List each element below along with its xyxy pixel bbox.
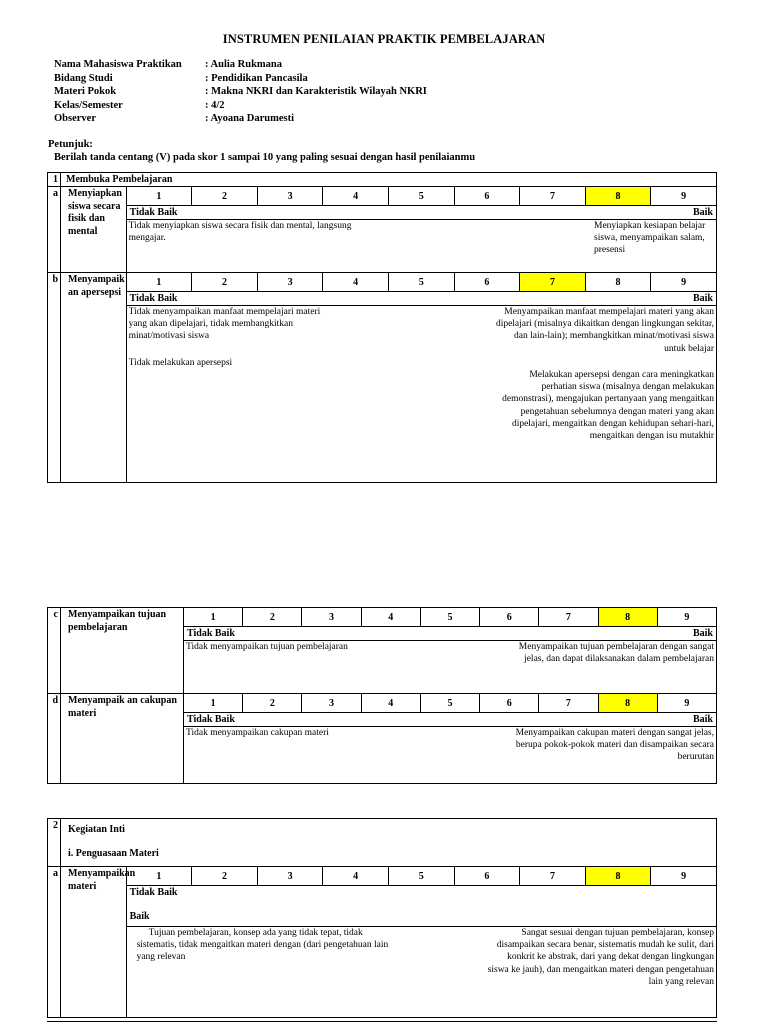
description-cell bbox=[184, 641, 717, 694]
info-label: Bidang Studi bbox=[54, 72, 113, 84]
scale-row bbox=[184, 713, 717, 727]
scale-high-label: Baik bbox=[692, 628, 713, 639]
info-label: Kelas/Semester bbox=[54, 99, 123, 111]
info-value: : Aulia Rukmana bbox=[205, 59, 283, 70]
low-description: Tidak menyampaikan cakupan materi bbox=[186, 728, 329, 738]
score-cell[interactable]: 8 bbox=[598, 694, 657, 713]
high-description: Menyampaikan cakupan materi dengan sangat jelas, berupa pokok-pokok materi dan disampaikan secara berurutan bbox=[515, 728, 714, 763]
instructions bbox=[48, 138, 475, 164]
section-number: 2 bbox=[48, 819, 61, 867]
score-cell[interactable]: 7 bbox=[520, 187, 586, 206]
info-value: : Makna NKRI dan Karakteristik Wilayah NKRI bbox=[205, 86, 427, 98]
info-label: Observer bbox=[54, 113, 96, 125]
item-letter: a bbox=[48, 867, 61, 1018]
high-description: Menyiapkan kesiapan belajar siswa, menyampaikan salam, presensi bbox=[594, 221, 706, 256]
score-cell[interactable]: 6 bbox=[454, 867, 520, 886]
scale-low-label: Tidak Baik bbox=[129, 293, 178, 304]
high-description: Sangat sesuai dengan tujuan pembelajaran, konsep disampaikan secara benar, sistematis mudah ke sulit, dari konkrit ke abstrak, dari yang dekat dengan lingkungan siswa ke jauh), dan mengaitkan materi dengan pengetahuan lain yang relevan bbox=[487, 928, 714, 987]
score-cell[interactable]: 5 bbox=[388, 273, 454, 292]
info-row bbox=[54, 72, 427, 86]
score-cell[interactable]: 7 bbox=[520, 273, 586, 292]
info-value: : Ayoana Darumesti bbox=[205, 113, 295, 125]
score-cell[interactable]: 6 bbox=[454, 187, 520, 206]
info-row bbox=[54, 85, 427, 99]
score-cell[interactable]: 4 bbox=[323, 273, 389, 292]
score-cell[interactable]: 8 bbox=[585, 273, 651, 292]
low-description: Tujuan pembelajaran, konsep ada yang tidak tepat, tidak sistematis, tidak mengaitkan materi dengan (dari pengetahuan lain yang relevan bbox=[136, 928, 389, 963]
score-cell[interactable]: 9 bbox=[651, 273, 717, 292]
low-description: Tidak melakukan apersepsi bbox=[128, 357, 233, 368]
score-cell[interactable]: 9 bbox=[657, 608, 716, 627]
high-description: Menyampaikan manfaat mempelajari materi yang akan dipelajari (misalnya dikaitkan dengan lingkungan sekitar, dan lain-lain); membangkitkan minat/motivasi siswa untuk belajar bbox=[495, 307, 714, 354]
section-opening-continued-table bbox=[47, 607, 717, 784]
score-cell[interactable]: 6 bbox=[480, 608, 539, 627]
info-value: : Pendidikan Pancasila bbox=[205, 72, 308, 84]
low-description: Tidak menyampaikan tujuan pembelajaran bbox=[186, 642, 348, 652]
score-cell[interactable]: 2 bbox=[192, 187, 258, 206]
scale-high-label: Baik bbox=[129, 911, 150, 922]
instructions-label: Petunjuk: bbox=[48, 139, 93, 150]
score-cell[interactable]: 8 bbox=[585, 867, 651, 886]
high-description: Menyampaikan tujuan pembelajaran dengan sangat jelas, dan dapat dilaksanakan dalam pembelajaran bbox=[518, 642, 714, 665]
scale-row bbox=[126, 206, 716, 220]
score-cell[interactable]: 1 bbox=[126, 187, 192, 206]
score-cell[interactable]: 3 bbox=[257, 273, 323, 292]
scale-high-label: Baik bbox=[692, 207, 713, 218]
score-cell[interactable]: 1 bbox=[184, 694, 243, 713]
score-cell[interactable]: 4 bbox=[323, 867, 389, 886]
section-core-table bbox=[47, 818, 717, 1018]
score-cell[interactable]: 2 bbox=[192, 273, 258, 292]
scale-high-label: Baik bbox=[692, 714, 713, 725]
description-cell bbox=[126, 927, 716, 1018]
next-row-edge bbox=[47, 1021, 717, 1025]
score-cell[interactable]: 9 bbox=[657, 694, 716, 713]
score-cell[interactable]: 3 bbox=[257, 867, 323, 886]
scale-low-label: Tidak Baik bbox=[187, 714, 235, 725]
info-row bbox=[54, 112, 427, 126]
score-cell[interactable]: 1 bbox=[184, 608, 243, 627]
info-value: : 4/2 bbox=[205, 99, 225, 111]
item-name: Menyiapkan siswa secara fisik dan mental bbox=[61, 187, 127, 273]
description-cell bbox=[126, 306, 716, 483]
score-cell[interactable]: 3 bbox=[302, 608, 361, 627]
info-row bbox=[54, 58, 427, 72]
section-opening-table bbox=[47, 172, 717, 483]
low-description: Tidak menyampaikan manfaat mempelajari materi yang akan dipelajari, tidak membangkitkan minat/motivasi siswa bbox=[128, 307, 321, 342]
item-name: Menyampaik an cakupan materi bbox=[61, 694, 184, 784]
item-letter: c bbox=[48, 608, 61, 694]
high-description: Melakukan apersepsi dengan cara meningkatkan perhatian siswa (misalnya dengan melakukan demonstrasi), mengajukan pertanyaan yang mengaitkan pengetahuan sebelumnya dengan materi yang akan dipelajari, mengaitkan dengan kehidupan sehari-hari, mengaitkan dengan isu mutakhir bbox=[502, 370, 714, 442]
description-cell bbox=[126, 220, 716, 273]
document-title: INSTRUMEN PENILAIAN PRAKTIK PEMBELAJARAN bbox=[222, 32, 546, 46]
score-cell[interactable]: 5 bbox=[388, 867, 454, 886]
scale-low-label: Tidak Baik bbox=[129, 207, 178, 218]
score-cell[interactable]: 9 bbox=[651, 867, 717, 886]
instructions-text: Berilah tanda centang (V) pada skor 1 sampai 10 yang paling sesuai dengan hasil penilaianmu bbox=[54, 152, 476, 163]
scale-low-label: Tidak Baik bbox=[187, 628, 235, 639]
score-cell[interactable]: 5 bbox=[420, 608, 479, 627]
score-cell[interactable]: 5 bbox=[420, 694, 479, 713]
score-cell[interactable]: 2 bbox=[243, 694, 302, 713]
score-cell[interactable]: 4 bbox=[323, 187, 389, 206]
score-cell[interactable]: 3 bbox=[302, 694, 361, 713]
section-subtitle: i. Penguasaan Materi bbox=[68, 848, 159, 859]
score-cell[interactable]: 8 bbox=[585, 187, 651, 206]
score-cell[interactable]: 2 bbox=[192, 867, 258, 886]
score-cell[interactable]: 2 bbox=[243, 608, 302, 627]
scale-row bbox=[184, 627, 717, 641]
info-label: Materi Pokok bbox=[54, 86, 117, 98]
scale-high-label: Baik bbox=[692, 293, 713, 304]
item-name: Menyampaikan materi bbox=[61, 867, 127, 1018]
score-cell[interactable]: 6 bbox=[480, 694, 539, 713]
item-letter: b bbox=[48, 273, 61, 483]
item-letter: a bbox=[48, 187, 61, 273]
score-cell[interactable]: 7 bbox=[539, 608, 598, 627]
score-cell[interactable]: 4 bbox=[361, 608, 420, 627]
score-cell[interactable]: 4 bbox=[361, 694, 420, 713]
item-name: Menyampaikan tujuan pembelajaran bbox=[61, 608, 184, 694]
low-description: Tidak menyiapkan siswa secara fisik dan mental, langsung mengajar. bbox=[128, 221, 352, 244]
score-cell[interactable]: 1 bbox=[126, 867, 192, 886]
score-cell[interactable]: 6 bbox=[454, 273, 520, 292]
info-label: Nama Mahasiswa Praktikan bbox=[54, 59, 182, 70]
score-cell[interactable]: 1 bbox=[126, 273, 192, 292]
score-cell[interactable]: 7 bbox=[539, 694, 598, 713]
scale-row bbox=[126, 292, 716, 306]
scale-low-label: Tidak Baik bbox=[129, 887, 178, 898]
score-cell[interactable]: 3 bbox=[257, 187, 323, 206]
scale-row bbox=[126, 886, 716, 927]
section-number: 1 bbox=[48, 173, 61, 187]
section-title: Membuka Pembelajaran bbox=[61, 173, 717, 187]
section-header-cell bbox=[61, 819, 717, 867]
description-cell bbox=[184, 727, 717, 784]
section-title: Kegiatan Inti bbox=[68, 824, 125, 835]
score-cell[interactable]: 5 bbox=[388, 187, 454, 206]
info-block bbox=[54, 58, 427, 126]
item-letter: d bbox=[48, 694, 61, 784]
score-cell[interactable]: 9 bbox=[651, 187, 717, 206]
score-cell[interactable]: 7 bbox=[520, 867, 586, 886]
info-row bbox=[54, 99, 427, 113]
score-cell[interactable]: 8 bbox=[598, 608, 657, 627]
item-name: Menyampaik an apersepsi bbox=[61, 273, 127, 483]
